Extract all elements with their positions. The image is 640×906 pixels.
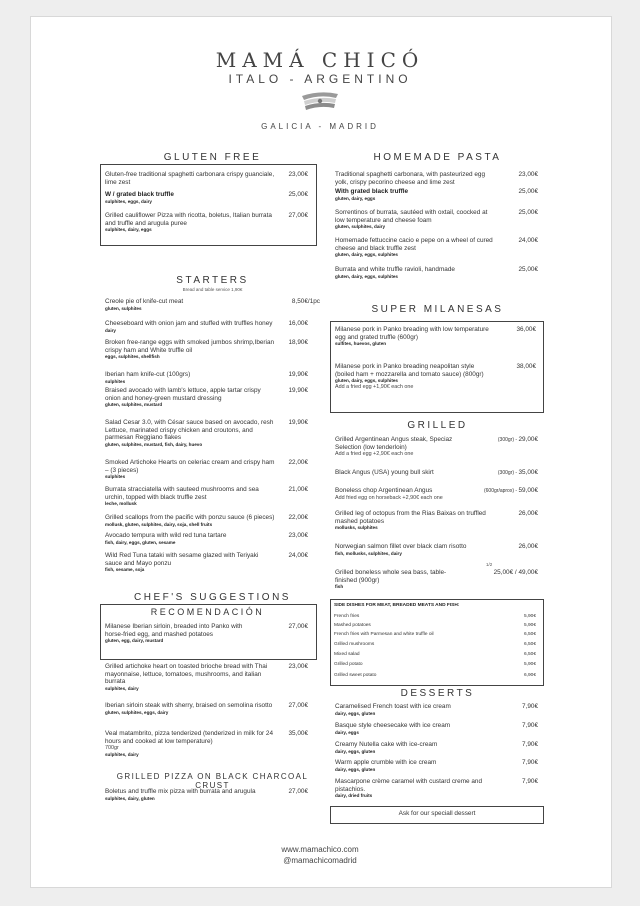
menu-item: Homemade fettuccine cacio e pepe on a wheel of cured cheese and black truffle zest gluten, dairy, eggs, sulphites (335, 237, 493, 258)
item-price: 38,00€ (516, 363, 536, 370)
menu-item: Grilled cauliflower Pizza with ricotta, boletus, Italian burrata and truffle and arugula puree sulphites, dairy, eggs (105, 212, 272, 233)
side-item: French fries (334, 614, 360, 619)
item-price: (600gr/aprox) - 59,00€ (483, 487, 538, 494)
menu-item: Mascarpone crème caramel with custard creme and pistachios. dairy, dried fruits (335, 778, 483, 799)
menu-item: Milanese Iberian sirloin, breaded into Panko with horse-fried egg, and mashed potatoes gluten, egg, dairy, mustard (105, 623, 243, 644)
item-price: 27,00€ (288, 623, 308, 630)
item-price: 23,00€ (288, 532, 308, 539)
bread-service-note: Bread and table service 1,90€ (182, 287, 243, 292)
side-item: Grilled sweet potato (334, 673, 377, 678)
section-title-gluten-free: GLUTEN FREE (163, 152, 262, 163)
instagram-handle[interactable]: @mamachicomadrid (283, 856, 357, 865)
item-price: 7,90€ (522, 741, 538, 748)
side-item: French fries with Parmesan and white truffle oil (334, 632, 434, 637)
menu-item: Burrata and white truffle ravioli, handmade gluten, dairy, eggs, sulphites (335, 266, 455, 279)
menu-item: Smoked Artichoke Hearts on celeriac cream and crispy ham – (3 pieces) sulphites (105, 459, 275, 480)
item-price: 7,90€ (522, 759, 538, 766)
menu-item: Grilled boneless whole sea bass, table-finished (900gr) fish (335, 569, 447, 590)
item-price: 36,00€ (516, 326, 536, 333)
side-price: 6,50€ (523, 632, 536, 637)
menu-item: Grilled scallops from the pacific with ponzu sauce (6 pieces) mollusk, gluten, sulphites, dairy, soja, shell fruits (105, 514, 275, 527)
menu-item: Wild Red Tuna tataki with sesame glazed with Teriyaki sauce and Mayo ponzu fish, sesame, soja (105, 552, 259, 573)
item-price: 35,00€ (288, 730, 308, 737)
recommendation-title: RECOMENDACIÓN (150, 607, 265, 617)
item-price: 21,00€ (288, 486, 308, 493)
item-price: 25,00€ (288, 191, 308, 198)
item-price: 24,00€ (288, 552, 308, 559)
side-price: 6,50€ (523, 652, 536, 657)
item-price: 26,00€ (518, 510, 538, 517)
section-title-homemade-pasta: HOMEMADE PASTA (373, 152, 502, 163)
restaurant-locations: GALICIA - MADRID (261, 122, 379, 131)
item-price: 7,90€ (522, 778, 538, 785)
menu-item: Norwegian salmon fillet over black clam risotto fish, mollusks, sulphites, dairy (335, 543, 467, 556)
item-price: 8,50€/1pc (291, 298, 320, 305)
item-price: 22,00€ (288, 459, 308, 466)
item-price: 25,00€ (518, 209, 538, 216)
menu-item: Milanese pork in Panko breading with low temperature egg and grated truffle (600gr) sulfites, huevos, gluten (335, 326, 489, 347)
section-title-super-milanesas: SUPER MILANESAS (371, 304, 504, 315)
item-price: 27,00€ (288, 702, 308, 709)
menu-item: Creamy Nutella cake with ice-cream dairy, eggs, gluten (335, 741, 438, 754)
side-price: 5,90€ (523, 662, 536, 667)
menu-item: Caramelised French toast with ice cream dairy, eggs, gluten (335, 703, 451, 716)
section-title-pizza: GRILLED PIZZA ON BLACK CHARCOAL CRUST (116, 772, 309, 790)
menu-item: Boneless chop Argentinean Angus Add fried egg on horseback +2,90€ each one (335, 487, 443, 501)
menu-item: Creole pie of knife-cut meat gluten, sulphites (105, 298, 184, 311)
flag-logo-icon (298, 88, 342, 116)
item-price: 25,00€ (518, 266, 538, 273)
side-item: Mashed potatoes (334, 623, 371, 628)
section-title-desserts: DESSERTS (400, 688, 475, 699)
menu-item: Warm apple crumble with ice cream dairy, eggs, gluten (335, 759, 437, 772)
menu-item: W / grated black truffle sulphites, eggs, dairy (105, 191, 174, 204)
item-price: 25,00€ / 49,00€ (493, 569, 538, 576)
section-title-chefs-suggestions: CHEF'S SUGGESTIONS (134, 592, 291, 603)
item-price: 23,00€ (288, 171, 308, 178)
menu-item: Salad Cesar 3.0, with César sauce based on avocado, resh Lettuce, marinated crispy chicken and croutons, and parmesan Reggiano flakes gluten, sulphites, mustard, fish, dairy, huevo (105, 419, 274, 447)
item-price: 16,00€ (288, 320, 308, 327)
item-price: 18,90€ (288, 339, 308, 346)
item-price: 23,00€ (518, 171, 538, 178)
half-portion-label: 1/2 (486, 562, 493, 567)
menu-item: Grilled artichoke heart on toasted brioche bread with Thai mayonnaise, lettuce, tomatoes, mushrooms, and italian burrata sulphites, dairy (105, 663, 268, 691)
item-price: 22,00€ (288, 514, 308, 521)
side-price: 6,50€ (523, 642, 536, 647)
side-item: Grilled mushrooms (334, 642, 375, 647)
item-price: 24,00€ (518, 237, 538, 244)
menu-item: Grilled Argentinean Angus steak, Speciaz Selection (low tenderloin) Add a fried egg +2,90€ each one (335, 436, 453, 458)
item-price: (300gr) - 35,00€ (497, 469, 538, 476)
menu-item: Burrata stracciatella with sauteed mushrooms and sea urchin, topped with black truffle zest leche, mollusk (105, 486, 259, 507)
menu-item: Basque style cheesecake with ice cream dairy, eggs (335, 722, 451, 735)
side-dishes-title: SIDE DISHES FOR MEAT, BREADED MEATS AND FISH: (334, 603, 460, 608)
item-price: 7,90€ (522, 703, 538, 710)
item-price: 19,90€ (288, 387, 308, 394)
menu-item: Gluten-free traditional spaghetti carbonara crispy guanciale, lime zest (105, 171, 275, 186)
menu-item: Sorrentinos of burrata, sautéed with oxtail, coocked at low temperature and cheese foam gluten, sulphites, dairy (335, 209, 488, 230)
menu-item: Iberian ham knife-cut (100grs) sulphites (105, 371, 191, 384)
menu-item: Cheeseboard with onion jam and stuffed with truffles honey dairy (105, 320, 273, 333)
restaurant-name: MAMÁ CHICÓ (215, 48, 425, 72)
menu-item: Avocado tempura with wild red tuna tartare fish, dairy, eggs, gluten, sesame (105, 532, 227, 545)
item-price: 19,90€ (288, 371, 308, 378)
website-link[interactable]: www.mamachico.com (281, 845, 359, 854)
menu-item: Boletus and truffle mix pizza with burrata and arugula sulphites, dairy, gluten (105, 788, 256, 801)
menu-item: Iberian sirloin steak with sherry, braised on semolina risotto gluten, sulphites, eggs, dairy (105, 702, 273, 715)
side-item: Mixed salad (334, 652, 360, 657)
restaurant-subtitle: ITALO - ARGENTINO (228, 72, 412, 86)
item-price: 27,00€ (288, 788, 308, 795)
section-title-starters: STARTERS (176, 275, 249, 286)
menu-item: Broken free-range eggs with smoked jumbos shrimp,Iberian crispy ham and White truffle oil eggs, sulphites, shellfish (105, 339, 275, 360)
item-price: 27,00€ (288, 212, 308, 219)
item-price: 26,00€ (518, 543, 538, 550)
side-item: Grilled potato (334, 662, 363, 667)
item-price: 25,00€ (518, 188, 538, 195)
side-price: 6,90€ (523, 673, 536, 678)
menu-item: Black Angus (USA) young bull skirt (335, 469, 434, 476)
side-price: 5,90€ (523, 623, 536, 628)
menu-item: Veal matambrito, pizza tenderized (tenderized in milk for 24 hours and cooked at low temperature) 700gr sulphites, dairy (105, 730, 274, 758)
section-title-grilled: GRILLED (407, 420, 468, 431)
item-price: (300gr) - 29,00€ (497, 436, 538, 443)
menu-item: With grated black truffle gluten, dairy, eggs (335, 188, 409, 201)
special-dessert-note: Ask for our speciall dessert (398, 810, 476, 817)
menu-item: Traditional spaghetti carbonara, with pasteurized egg yolk, crispy pecorino cheese and lime zest (335, 171, 486, 186)
menu-item: Milanese pork in Panko breading neapolitan style (boiled ham + mozzarella and tomato sauce) (800gr) gluten, dairy, eggs, sulphites Add a fried egg +1,90€ each one (335, 363, 484, 391)
item-price: 19,90€ (288, 419, 308, 426)
side-price: 5,90€ (523, 614, 536, 619)
item-price: 7,90€ (522, 722, 538, 729)
menu-item: Braised avocado with lamb's lettuce, apple tartar crispy onion and honey-green mustard dressing gluten, sulphites, mustard (105, 387, 261, 408)
item-price: 23,00€ (288, 663, 308, 670)
menu-item: Grilled leg of octopus from the Rias Baixas on truffled mashed potatoes mollusks, sulphites (335, 510, 486, 531)
